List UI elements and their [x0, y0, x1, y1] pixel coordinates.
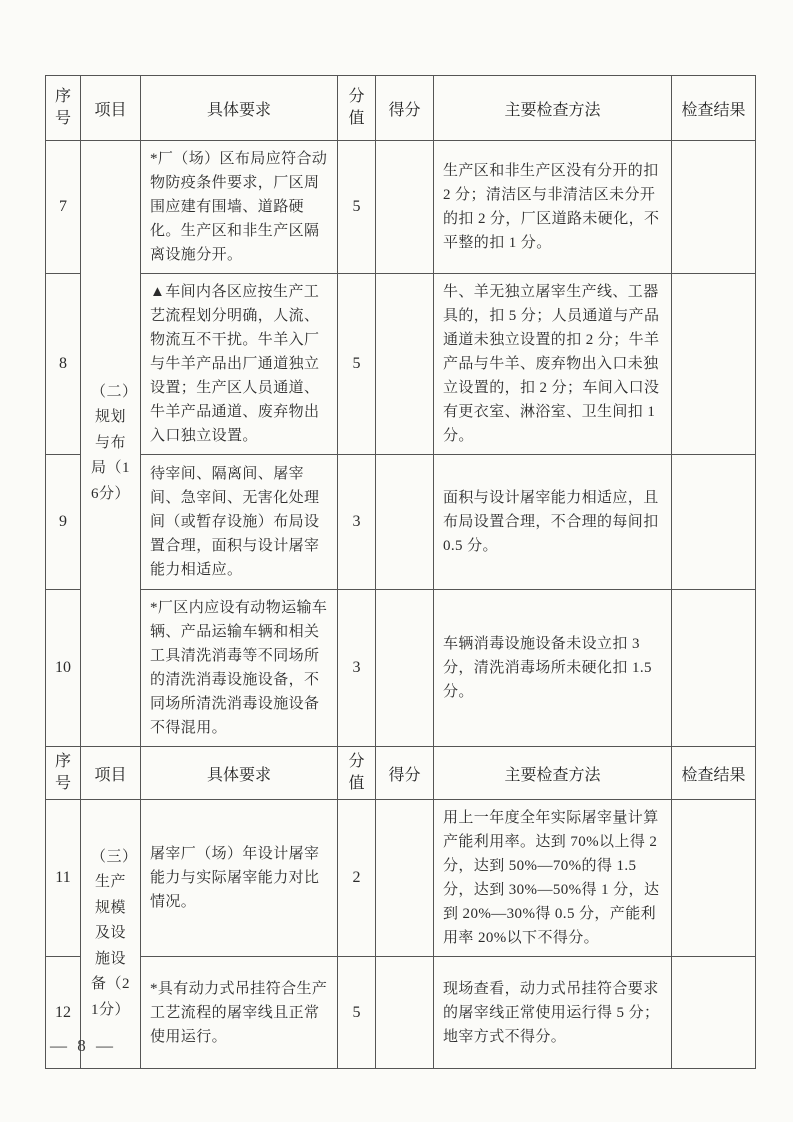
- table-header-row-repeat: [46, 747, 756, 800]
- header-label-method: 主要检查方法: [504, 766, 601, 784]
- cell-score-value: 5: [338, 141, 376, 274]
- table-row-8: [46, 274, 756, 455]
- inspection-score-table: [45, 75, 756, 1069]
- header-cell-score-value: [338, 76, 376, 141]
- header-label-requirement: 具体要求: [206, 766, 271, 784]
- header-cell-score-obtained: [376, 747, 434, 800]
- cell-method: 牛、羊无独立屠宰生产线、工器具的，扣 5 分；人员通道与产品通道未独立设置的扣 2 分；牛羊产品与牛羊、废弃物出入口未独立设置的，扣 2 分；车间入口没有更衣室、淋浴室、卫生间扣 1 分。: [434, 274, 672, 455]
- header-label-result: 检查结果: [681, 766, 746, 784]
- cell-project-section-2: （二）规划与布局（16分）: [81, 141, 141, 747]
- cell-project-section-3: （三）生产规模及设施设备（21分）: [81, 800, 141, 1069]
- header-cell-method: [434, 747, 672, 800]
- header-cell-project: [81, 76, 141, 141]
- cell-score-obtained: [376, 141, 434, 274]
- cell-no: 11: [46, 800, 81, 957]
- cell-requirement: *具有动力式吊挂符合生产工艺流程的屠宰线且正常使用运行。: [141, 957, 338, 1069]
- cell-score-obtained: [376, 590, 434, 747]
- cell-requirement: ▲车间内各区应按生产工艺流程划分明确，人流、物流互不干扰。牛羊入厂与牛羊产品出厂通道独立设置；生产区人员通道、牛羊产品通道、废弃物出入口独立设置。: [141, 274, 338, 455]
- cell-score-value: 5: [338, 957, 376, 1069]
- cell-result: [672, 800, 756, 957]
- header-cell-score-obtained: [376, 76, 434, 141]
- cell-result: [672, 274, 756, 455]
- page-number: — 8 —: [50, 1036, 116, 1055]
- header-label-score-obtained: 得分: [388, 766, 421, 784]
- table-row-7: [46, 141, 756, 274]
- cell-no: 10: [46, 590, 81, 747]
- cell-score-obtained: [376, 800, 434, 957]
- cell-score-obtained: [376, 274, 434, 455]
- header-label-method: 主要检查方法: [504, 101, 601, 119]
- header-cell-score-value: [338, 747, 376, 800]
- table-row-12: [46, 957, 756, 1069]
- header-label-project: 项目: [94, 101, 127, 119]
- header-label-result: 检查结果: [681, 101, 746, 119]
- header-label-project: 项目: [94, 766, 127, 784]
- cell-score-obtained: [376, 455, 434, 590]
- header-cell-project: [81, 747, 141, 800]
- cell-result: [672, 455, 756, 590]
- cell-no: 9: [46, 455, 81, 590]
- table-row-9: [46, 455, 756, 590]
- cell-requirement: *厂（场）区布局应符合动物防疫条件要求，厂区周围应建有围墙、道路硬化。生产区和非生产区隔离设施分开。: [141, 141, 338, 274]
- cell-score-obtained: [376, 957, 434, 1069]
- table-row-11: [46, 800, 756, 957]
- header-cell-no: [46, 76, 81, 141]
- cell-method: 现场查看，动力式吊挂符合要求的屠宰线正常使用运行得 5 分；地宰方式不得分。: [434, 957, 672, 1069]
- cell-score-value: 2: [338, 800, 376, 957]
- cell-method: 面积与设计屠宰能力相适应，且布局设置合理，不合理的每间扣 0.5 分。: [434, 455, 672, 590]
- header-label-no: 序号: [54, 88, 71, 127]
- cell-requirement: *厂区内应设有动物运输车辆、产品运输车辆和相关工具清洗消毒等不同场所的清洗消毒设施设备，不同场所清洗消毒设施设备不得混用。: [141, 590, 338, 747]
- header-cell-result: [672, 747, 756, 800]
- cell-method: 生产区和非生产区没有分开的扣 2 分；清洁区与非清洁区未分开的扣 2 分，厂区道路未硬化，不平整的扣 1 分。: [434, 141, 672, 274]
- cell-score-value: 3: [338, 455, 376, 590]
- header-cell-requirement: [141, 747, 338, 800]
- header-cell-method: [434, 76, 672, 141]
- header-cell-no: [46, 747, 81, 800]
- cell-no: 12: [46, 957, 81, 1069]
- header-cell-requirement: [141, 76, 338, 141]
- cell-method: 车辆消毒设施设备未设立扣 3 分，清洗消毒场所未硬化扣 1.5 分。: [434, 590, 672, 747]
- header-cell-result: [672, 76, 756, 141]
- cell-score-value: 3: [338, 590, 376, 747]
- cell-result: [672, 957, 756, 1069]
- cell-result: [672, 590, 756, 747]
- table-header-row: [46, 76, 756, 141]
- cell-no: 8: [46, 274, 81, 455]
- table-row-10: [46, 590, 756, 747]
- header-label-score-value: 分值: [348, 753, 365, 792]
- cell-score-value: 5: [338, 274, 376, 455]
- cell-result: [672, 141, 756, 274]
- header-label-requirement: 具体要求: [206, 101, 271, 119]
- header-label-score-value: 分值: [348, 88, 365, 127]
- cell-method: 用上一年度全年实际屠宰量计算产能利用率。达到 70%以上得 2 分，达到 50%—70%的得 1.5 分，达到 30%—50%得 1 分，达到 20%—30%得 0.5 分，产能利用率 20%以下不得分。: [434, 800, 672, 957]
- header-label-score-obtained: 得分: [388, 101, 421, 119]
- cell-requirement: 屠宰厂（场）年设计屠宰能力与实际屠宰能力对比情况。: [141, 800, 338, 957]
- header-label-no: 序号: [54, 753, 71, 792]
- cell-no: 7: [46, 141, 81, 274]
- cell-requirement: 待宰间、隔离间、屠宰间、急宰间、无害化处理间（或暂存设施）布局设置合理，面积与设计屠宰能力相适应。: [141, 455, 338, 590]
